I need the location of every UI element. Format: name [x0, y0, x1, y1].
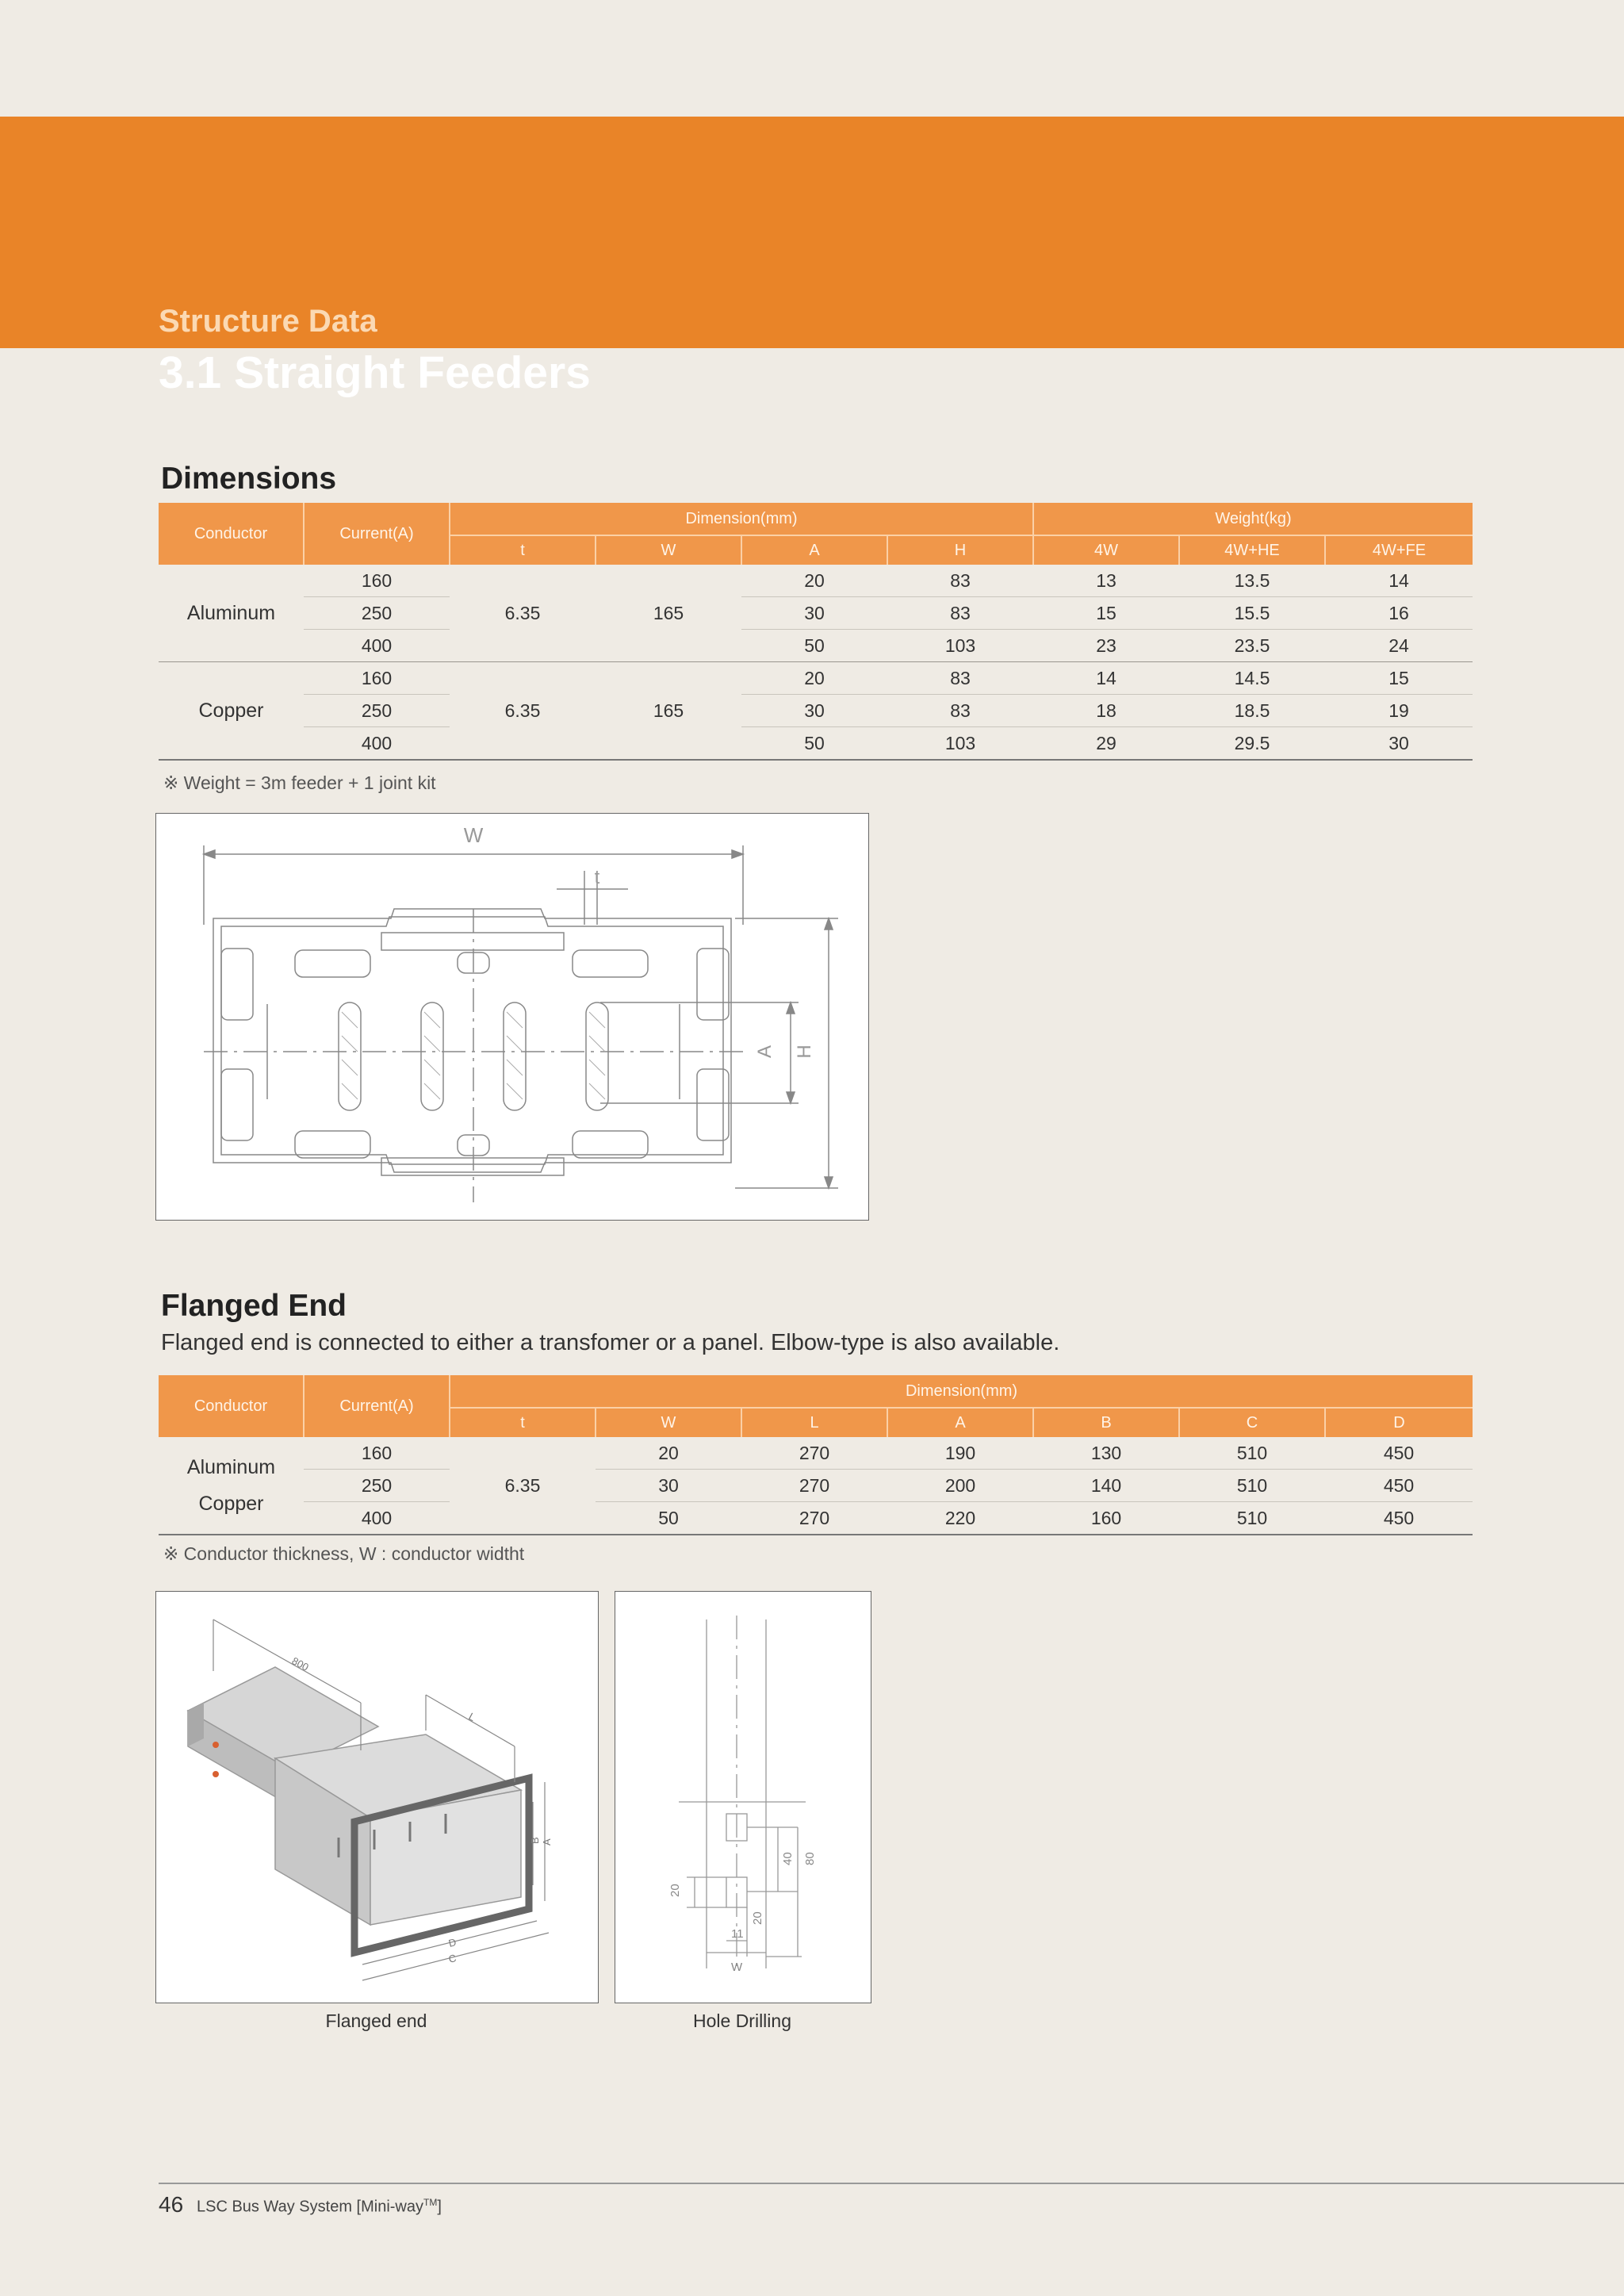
section-subtitle: Structure Data — [159, 304, 377, 339]
w-cell: 30 — [596, 1470, 741, 1502]
current-cell: 400 — [304, 727, 450, 761]
c-cell: 510 — [1179, 1470, 1325, 1502]
l-cell: 270 — [741, 1502, 887, 1535]
weight-4w-cell: 18 — [1033, 695, 1179, 727]
dimensions-table — [159, 503, 1473, 761]
label-80: 80 — [803, 1852, 817, 1865]
table-row — [159, 662, 1473, 695]
label-t: t — [594, 867, 600, 888]
a-cell: 50 — [741, 630, 887, 662]
header-d: D — [1325, 1408, 1473, 1437]
footer-divider — [159, 2183, 1624, 2184]
header-conductor: Conductor — [159, 1375, 304, 1437]
weight-4w-cell: 13 — [1033, 565, 1179, 597]
header-a: A — [887, 1408, 1033, 1437]
cross-section-figure — [155, 813, 869, 1221]
header-t: t — [450, 535, 596, 565]
current-cell: 250 — [304, 597, 450, 630]
t-cell: 6.35 — [450, 1437, 596, 1535]
header-b: B — [1033, 1408, 1179, 1437]
header-dimension: Dimension(mm) — [450, 1375, 1473, 1408]
weight-4w-he-cell: 14.5 — [1179, 662, 1325, 695]
header-4w: 4W — [1033, 535, 1179, 565]
header-t: t — [450, 1408, 596, 1437]
table-row — [159, 1437, 1473, 1470]
weight-4w-fe-cell: 19 — [1325, 695, 1473, 727]
label-11: 11 — [731, 1927, 744, 1941]
weight-4w-he-cell: 23.5 — [1179, 630, 1325, 662]
conductor-copper: Copper — [198, 1493, 264, 1515]
table-row — [159, 1502, 1473, 1535]
weight-4w-fe-cell: 16 — [1325, 597, 1473, 630]
weight-4w-cell: 23 — [1033, 630, 1179, 662]
hole-drilling-figure — [615, 1591, 871, 2003]
flanged-end-figure — [155, 1591, 599, 2003]
conductor-cell — [159, 1437, 304, 1535]
conductor-cell: Copper — [159, 662, 304, 761]
hole-drilling-caption: Hole Drilling — [693, 2010, 791, 2031]
weight-4w-he-cell: 15.5 — [1179, 597, 1325, 630]
l-cell: 270 — [741, 1437, 887, 1470]
hole-drilling-drawing — [615, 1592, 871, 2003]
label-20-right: 20 — [751, 1911, 764, 1925]
header-dimension: Dimension(mm) — [450, 503, 1033, 535]
conductor-aluminum: Aluminum — [186, 1456, 276, 1478]
t-cell: 6.35 — [450, 565, 596, 662]
label-40: 40 — [781, 1852, 795, 1865]
table-row — [159, 630, 1473, 662]
b-cell: 140 — [1033, 1470, 1179, 1502]
h-cell: 83 — [887, 662, 1033, 695]
label-c: C — [447, 1952, 458, 1965]
label-w: W — [463, 823, 484, 847]
label-d: D — [447, 1936, 458, 1949]
label-800: 800 — [289, 1654, 311, 1673]
page-number: 46 — [159, 2192, 184, 2217]
table-row — [159, 597, 1473, 630]
header-current: Current(A) — [304, 503, 450, 565]
header-a: A — [741, 535, 887, 565]
t-cell: 6.35 — [450, 662, 596, 761]
c-cell: 510 — [1179, 1437, 1325, 1470]
c-cell: 510 — [1179, 1502, 1325, 1535]
table-row — [159, 565, 1473, 597]
header-h: H — [887, 535, 1033, 565]
current-cell: 250 — [304, 695, 450, 727]
weight-4w-fe-cell: 24 — [1325, 630, 1473, 662]
header-conductor: Conductor — [159, 503, 304, 565]
header-c: C — [1179, 1408, 1325, 1437]
header-4w-fe: 4W+FE — [1325, 535, 1473, 565]
w-cell: 50 — [596, 1502, 741, 1535]
label-h: H — [794, 1045, 815, 1059]
h-cell: 83 — [887, 695, 1033, 727]
d-cell: 450 — [1325, 1437, 1473, 1470]
footer-trademark: TM — [423, 2197, 438, 2208]
header-w: W — [596, 535, 741, 565]
weight-4w-fe-cell: 15 — [1325, 662, 1473, 695]
current-cell: 160 — [304, 565, 450, 597]
h-cell: 103 — [887, 630, 1033, 662]
weight-4w-he-cell: 29.5 — [1179, 727, 1325, 761]
a-cell: 190 — [887, 1437, 1033, 1470]
label-20-left: 20 — [668, 1884, 682, 1897]
flanged-description: Flanged end is connected to either a transfomer or a panel. Elbow-type is also available. — [161, 1330, 1060, 1355]
weight-4w-fe-cell: 14 — [1325, 565, 1473, 597]
dimensions-heading: Dimensions — [161, 462, 337, 496]
w-cell: 165 — [596, 662, 741, 761]
weight-4w-cell: 15 — [1033, 597, 1179, 630]
current-cell: 400 — [304, 1502, 450, 1535]
w-cell: 20 — [596, 1437, 741, 1470]
a-cell: 50 — [741, 727, 887, 761]
l-cell: 270 — [741, 1470, 887, 1502]
d-cell: 450 — [1325, 1502, 1473, 1535]
b-cell: 160 — [1033, 1502, 1179, 1535]
current-cell: 160 — [304, 1437, 450, 1470]
conductor-cell: Aluminum — [159, 565, 304, 662]
a-cell: 20 — [741, 662, 887, 695]
current-cell: 250 — [304, 1470, 450, 1502]
flanged-end-drawing — [156, 1592, 598, 2003]
d-cell: 450 — [1325, 1470, 1473, 1502]
h-cell: 83 — [887, 597, 1033, 630]
a-cell: 220 — [887, 1502, 1033, 1535]
footer-title: LSC Bus Way System [Mini-way — [197, 2198, 423, 2216]
a-cell: 30 — [741, 597, 887, 630]
label-w: W — [731, 1961, 743, 1974]
flanged-end-caption: Flanged end — [325, 2010, 427, 2031]
header-w: W — [596, 1408, 741, 1437]
header-4w-he: 4W+HE — [1179, 535, 1325, 565]
flanged-table — [159, 1375, 1473, 1535]
current-cell: 400 — [304, 630, 450, 662]
table-row — [159, 727, 1473, 761]
h-cell: 83 — [887, 565, 1033, 597]
header-current: Current(A) — [304, 1375, 450, 1437]
w-cell: 165 — [596, 565, 741, 662]
label-b: B — [529, 1837, 541, 1844]
label-l: L — [466, 1710, 478, 1724]
weight-note: ※ Weight = 3m feeder + 1 joint kit — [163, 772, 436, 793]
a-cell: 30 — [741, 695, 887, 727]
weight-4w-he-cell: 13.5 — [1179, 565, 1325, 597]
header-weight: Weight(kg) — [1033, 503, 1473, 535]
header-l: L — [741, 1408, 887, 1437]
label-a: A — [541, 1838, 553, 1846]
footer-publication — [197, 2197, 442, 2217]
table-row — [159, 695, 1473, 727]
weight-4w-fe-cell: 30 — [1325, 727, 1473, 761]
current-cell: 160 — [304, 662, 450, 695]
weight-4w-cell: 29 — [1033, 727, 1179, 761]
h-cell: 103 — [887, 727, 1033, 761]
weight-4w-he-cell: 18.5 — [1179, 695, 1325, 727]
a-cell: 200 — [887, 1470, 1033, 1502]
flanged-heading: Flanged End — [161, 1289, 347, 1323]
cross-section-drawing — [156, 814, 868, 1220]
weight-4w-cell: 14 — [1033, 662, 1179, 695]
table-row — [159, 1470, 1473, 1502]
a-cell: 20 — [741, 565, 887, 597]
label-a: A — [754, 1045, 776, 1059]
page-title: 3.1 Straight Feeders — [159, 347, 591, 398]
footer-close: ] — [437, 2198, 442, 2216]
conductor-note: ※ Conductor thickness, W : conductor widtht — [163, 1543, 525, 1564]
b-cell: 130 — [1033, 1437, 1179, 1470]
